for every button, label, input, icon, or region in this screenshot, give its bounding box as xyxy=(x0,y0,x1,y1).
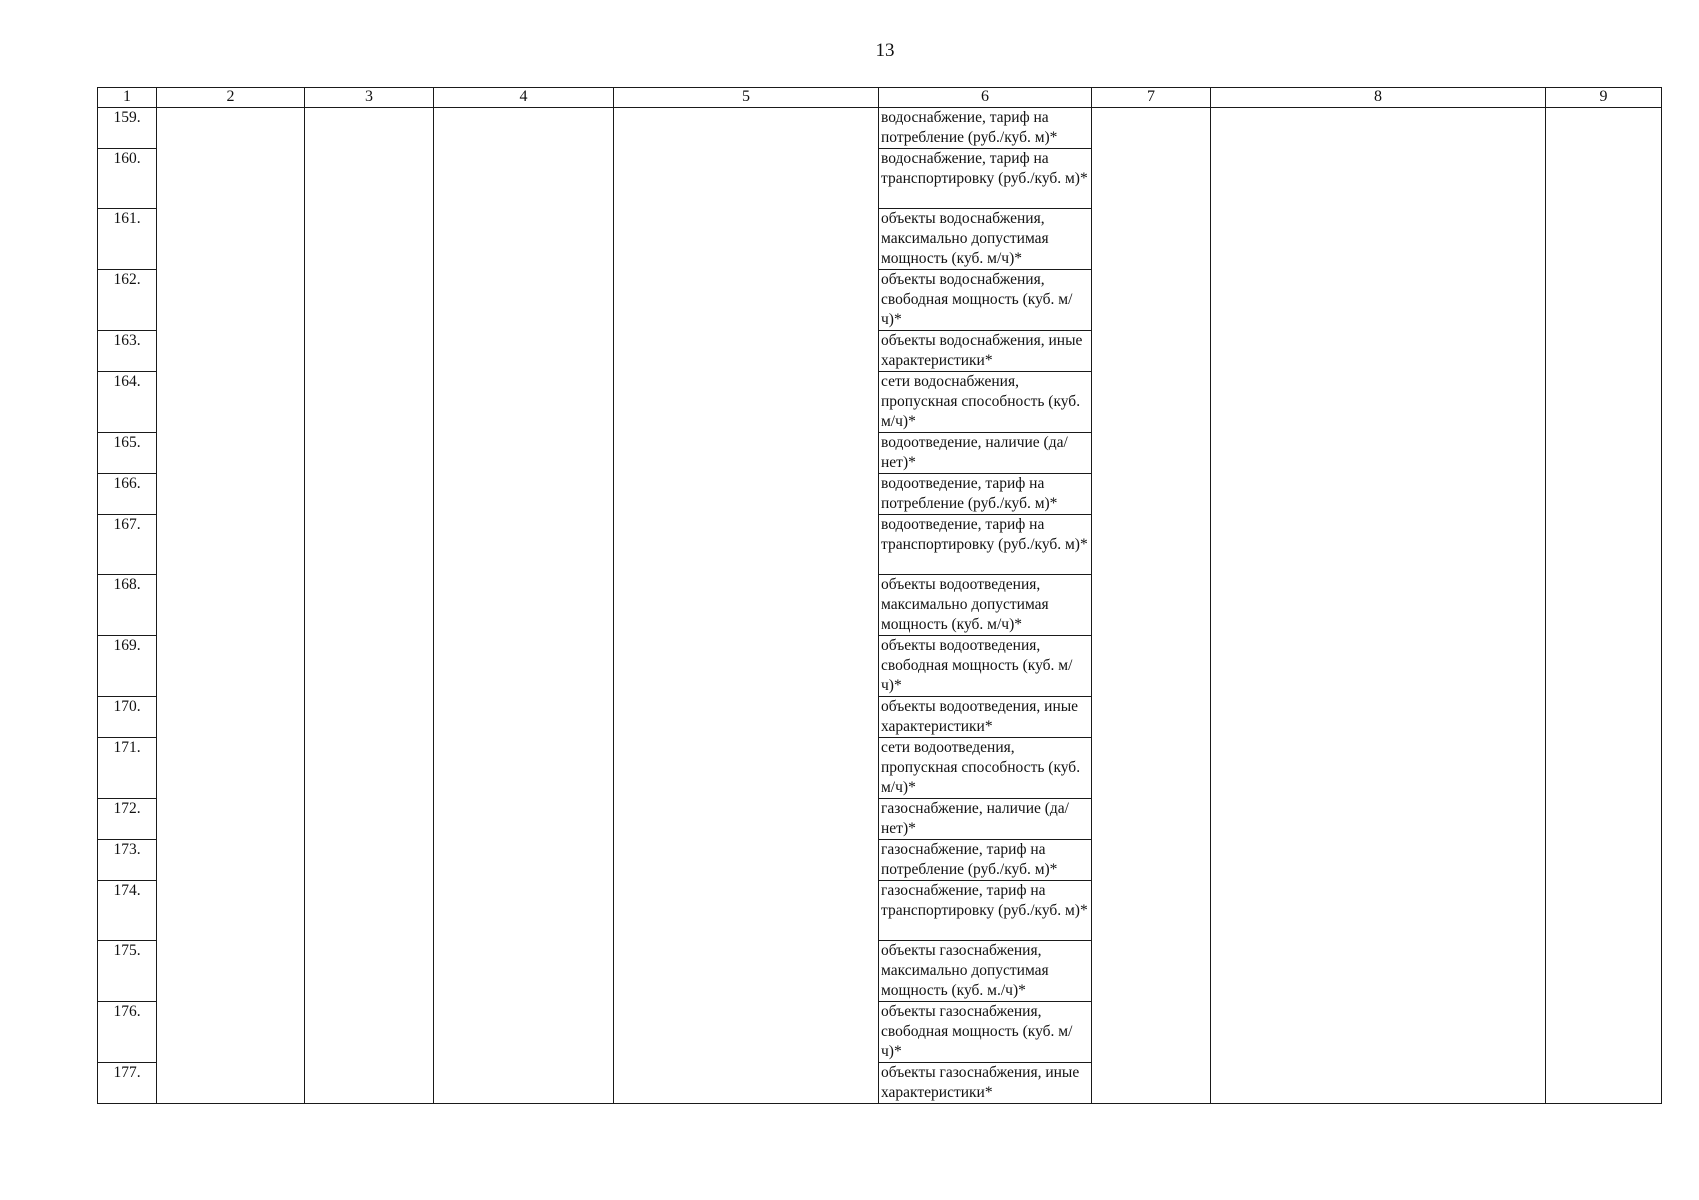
row-number: 161. xyxy=(98,209,157,270)
empty-cell xyxy=(305,840,434,881)
empty-cell xyxy=(1092,941,1211,1002)
empty-cell xyxy=(1546,515,1662,575)
empty-cell xyxy=(157,1002,305,1063)
empty-cell xyxy=(614,738,879,799)
empty-cell xyxy=(434,149,614,209)
empty-cell xyxy=(614,881,879,941)
empty-cell xyxy=(305,108,434,149)
empty-cell xyxy=(1211,799,1546,840)
table-row xyxy=(98,697,1662,738)
empty-cell xyxy=(1092,1063,1211,1104)
table-body xyxy=(98,108,1662,1104)
empty-cell xyxy=(434,209,614,270)
empty-cell xyxy=(1092,331,1211,372)
empty-cell xyxy=(1211,881,1546,941)
table-row xyxy=(98,575,1662,636)
empty-cell xyxy=(434,372,614,433)
empty-cell xyxy=(434,515,614,575)
column-header-4: 4 xyxy=(434,88,614,108)
table-row xyxy=(98,270,1662,331)
row-number: 159. xyxy=(98,108,157,149)
empty-cell xyxy=(157,372,305,433)
empty-cell xyxy=(1092,1002,1211,1063)
empty-cell xyxy=(157,474,305,515)
row-description: водоснабжение, тариф на транспортировку (руб./куб. м)* xyxy=(879,149,1092,209)
empty-cell xyxy=(305,474,434,515)
empty-cell xyxy=(305,799,434,840)
empty-cell xyxy=(157,1063,305,1104)
empty-cell xyxy=(434,697,614,738)
empty-cell xyxy=(434,941,614,1002)
table-row xyxy=(98,372,1662,433)
empty-cell xyxy=(1211,575,1546,636)
data-table xyxy=(97,87,1662,1104)
table-row xyxy=(98,636,1662,697)
empty-cell xyxy=(434,108,614,149)
row-description: сети водоотведения, пропускная способность (куб. м/ч)* xyxy=(879,738,1092,799)
empty-cell xyxy=(1092,799,1211,840)
empty-cell xyxy=(1546,1002,1662,1063)
empty-cell xyxy=(1546,270,1662,331)
row-description: водоотведение, наличие (да/нет)* xyxy=(879,433,1092,474)
empty-cell xyxy=(614,515,879,575)
row-number: 164. xyxy=(98,372,157,433)
row-number: 160. xyxy=(98,149,157,209)
table-row xyxy=(98,840,1662,881)
row-description: сети водоснабжения, пропускная способность (куб. м/ч)* xyxy=(879,372,1092,433)
empty-cell xyxy=(157,840,305,881)
empty-cell xyxy=(614,372,879,433)
page-number: 13 xyxy=(875,40,895,61)
empty-cell xyxy=(614,636,879,697)
row-number: 177. xyxy=(98,1063,157,1104)
empty-cell xyxy=(1211,474,1546,515)
row-number: 169. xyxy=(98,636,157,697)
empty-cell xyxy=(1211,372,1546,433)
empty-cell xyxy=(157,433,305,474)
table-row xyxy=(98,1063,1662,1104)
empty-cell xyxy=(1546,636,1662,697)
empty-cell xyxy=(1092,697,1211,738)
row-number: 173. xyxy=(98,840,157,881)
row-description: объекты водоснабжения, свободная мощность (куб. м/ч)* xyxy=(879,270,1092,331)
row-number: 172. xyxy=(98,799,157,840)
empty-cell xyxy=(1211,270,1546,331)
column-header-3: 3 xyxy=(305,88,434,108)
empty-cell xyxy=(1211,433,1546,474)
empty-cell xyxy=(1092,575,1211,636)
empty-cell xyxy=(434,799,614,840)
row-number: 171. xyxy=(98,738,157,799)
empty-cell xyxy=(1546,372,1662,433)
row-description: объекты газоснабжения, иные характеристики* xyxy=(879,1063,1092,1104)
empty-cell xyxy=(1546,738,1662,799)
column-header-8: 8 xyxy=(1211,88,1546,108)
empty-cell xyxy=(614,575,879,636)
empty-cell xyxy=(434,1002,614,1063)
empty-cell xyxy=(434,575,614,636)
empty-cell xyxy=(1546,209,1662,270)
column-header-1: 1 xyxy=(98,88,157,108)
empty-cell xyxy=(305,1002,434,1063)
empty-cell xyxy=(305,1063,434,1104)
column-header-5: 5 xyxy=(614,88,879,108)
empty-cell xyxy=(157,799,305,840)
empty-cell xyxy=(434,1063,614,1104)
empty-cell xyxy=(157,209,305,270)
empty-cell xyxy=(614,941,879,1002)
empty-cell xyxy=(157,331,305,372)
empty-cell xyxy=(305,636,434,697)
empty-cell xyxy=(1092,515,1211,575)
row-number: 176. xyxy=(98,1002,157,1063)
row-description: водоотведение, тариф на транспортировку (руб./куб. м)* xyxy=(879,515,1092,575)
column-header-9: 9 xyxy=(1546,88,1662,108)
row-description: газоснабжение, тариф на потребление (руб./куб. м)* xyxy=(879,840,1092,881)
empty-cell xyxy=(434,636,614,697)
empty-cell xyxy=(614,474,879,515)
table-row xyxy=(98,1002,1662,1063)
empty-cell xyxy=(157,575,305,636)
empty-cell xyxy=(305,697,434,738)
empty-cell xyxy=(1211,108,1546,149)
empty-cell xyxy=(1546,474,1662,515)
row-description: водоснабжение, тариф на потребление (руб./куб. м)* xyxy=(879,108,1092,149)
row-description: объекты водоотведения, иные характеристики* xyxy=(879,697,1092,738)
empty-cell xyxy=(1092,372,1211,433)
empty-cell xyxy=(1211,209,1546,270)
table-row xyxy=(98,149,1662,209)
empty-cell xyxy=(1546,433,1662,474)
row-description: газоснабжение, тариф на транспортировку (руб./куб. м)* xyxy=(879,881,1092,941)
empty-cell xyxy=(1211,515,1546,575)
empty-cell xyxy=(1092,474,1211,515)
row-number: 170. xyxy=(98,697,157,738)
empty-cell xyxy=(614,799,879,840)
empty-cell xyxy=(1211,1002,1546,1063)
table-row xyxy=(98,108,1662,149)
table-row xyxy=(98,881,1662,941)
empty-cell xyxy=(614,331,879,372)
empty-cell xyxy=(305,433,434,474)
empty-cell xyxy=(305,941,434,1002)
row-number: 168. xyxy=(98,575,157,636)
table-row xyxy=(98,799,1662,840)
empty-cell xyxy=(1211,738,1546,799)
empty-cell xyxy=(1546,881,1662,941)
column-header-6: 6 xyxy=(879,88,1092,108)
row-number: 174. xyxy=(98,881,157,941)
empty-cell xyxy=(1211,149,1546,209)
empty-cell xyxy=(157,738,305,799)
column-header-7: 7 xyxy=(1092,88,1211,108)
row-number: 163. xyxy=(98,331,157,372)
empty-cell xyxy=(614,108,879,149)
empty-cell xyxy=(1546,941,1662,1002)
row-description: водоотведение, тариф на потребление (руб./куб. м)* xyxy=(879,474,1092,515)
empty-cell xyxy=(614,149,879,209)
empty-cell xyxy=(1092,108,1211,149)
empty-cell xyxy=(1092,433,1211,474)
empty-cell xyxy=(305,881,434,941)
row-description: объекты водоснабжения, иные характеристики* xyxy=(879,331,1092,372)
table-row xyxy=(98,331,1662,372)
empty-cell xyxy=(1092,840,1211,881)
row-number: 166. xyxy=(98,474,157,515)
empty-cell xyxy=(614,209,879,270)
table-row xyxy=(98,515,1662,575)
empty-cell xyxy=(434,270,614,331)
row-description: объекты газоснабжения, максимально допустимая мощность (куб. м./ч)* xyxy=(879,941,1092,1002)
empty-cell xyxy=(1546,1063,1662,1104)
row-number: 167. xyxy=(98,515,157,575)
empty-cell xyxy=(1211,941,1546,1002)
empty-cell xyxy=(157,697,305,738)
empty-cell xyxy=(157,108,305,149)
empty-cell xyxy=(434,474,614,515)
empty-cell xyxy=(614,1063,879,1104)
empty-cell xyxy=(1546,331,1662,372)
empty-cell xyxy=(305,270,434,331)
empty-cell xyxy=(1092,209,1211,270)
empty-cell xyxy=(1211,840,1546,881)
empty-cell xyxy=(434,331,614,372)
empty-cell xyxy=(157,515,305,575)
empty-cell xyxy=(614,1002,879,1063)
empty-cell xyxy=(1092,149,1211,209)
empty-cell xyxy=(1546,149,1662,209)
empty-cell xyxy=(1546,575,1662,636)
empty-cell xyxy=(157,270,305,331)
empty-cell xyxy=(614,840,879,881)
table-row xyxy=(98,738,1662,799)
header-row xyxy=(98,88,1662,108)
empty-cell xyxy=(434,738,614,799)
empty-cell xyxy=(614,270,879,331)
empty-cell xyxy=(434,433,614,474)
row-description: газоснабжение, наличие (да/нет)* xyxy=(879,799,1092,840)
empty-cell xyxy=(157,941,305,1002)
empty-cell xyxy=(434,840,614,881)
row-number: 165. xyxy=(98,433,157,474)
empty-cell xyxy=(305,372,434,433)
table-row xyxy=(98,941,1662,1002)
empty-cell xyxy=(157,881,305,941)
empty-cell xyxy=(157,636,305,697)
empty-cell xyxy=(1546,840,1662,881)
row-description: объекты водоотведения, максимально допустимая мощность (куб. м/ч)* xyxy=(879,575,1092,636)
empty-cell xyxy=(1092,881,1211,941)
empty-cell xyxy=(1211,636,1546,697)
table-row xyxy=(98,474,1662,515)
empty-cell xyxy=(305,575,434,636)
table-row xyxy=(98,209,1662,270)
empty-cell xyxy=(434,881,614,941)
row-number: 175. xyxy=(98,941,157,1002)
row-description: объекты газоснабжения, свободная мощность (куб. м/ч)* xyxy=(879,1002,1092,1063)
empty-cell xyxy=(305,738,434,799)
table-row xyxy=(98,433,1662,474)
empty-cell xyxy=(1211,331,1546,372)
empty-cell xyxy=(305,515,434,575)
row-description: объекты водоотведения, свободная мощность (куб. м/ч)* xyxy=(879,636,1092,697)
empty-cell xyxy=(1092,270,1211,331)
empty-cell xyxy=(157,149,305,209)
row-number: 162. xyxy=(98,270,157,331)
empty-cell xyxy=(1546,697,1662,738)
column-header-2: 2 xyxy=(157,88,305,108)
empty-cell xyxy=(305,209,434,270)
empty-cell xyxy=(1211,1063,1546,1104)
empty-cell xyxy=(305,331,434,372)
empty-cell xyxy=(614,433,879,474)
empty-cell xyxy=(1092,636,1211,697)
table-header xyxy=(98,88,1662,108)
empty-cell xyxy=(1092,738,1211,799)
row-description: объекты водоснабжения, максимально допустимая мощность (куб. м/ч)* xyxy=(879,209,1092,270)
empty-cell xyxy=(614,697,879,738)
empty-cell xyxy=(1211,697,1546,738)
empty-cell xyxy=(1546,799,1662,840)
empty-cell xyxy=(1546,108,1662,149)
empty-cell xyxy=(305,149,434,209)
